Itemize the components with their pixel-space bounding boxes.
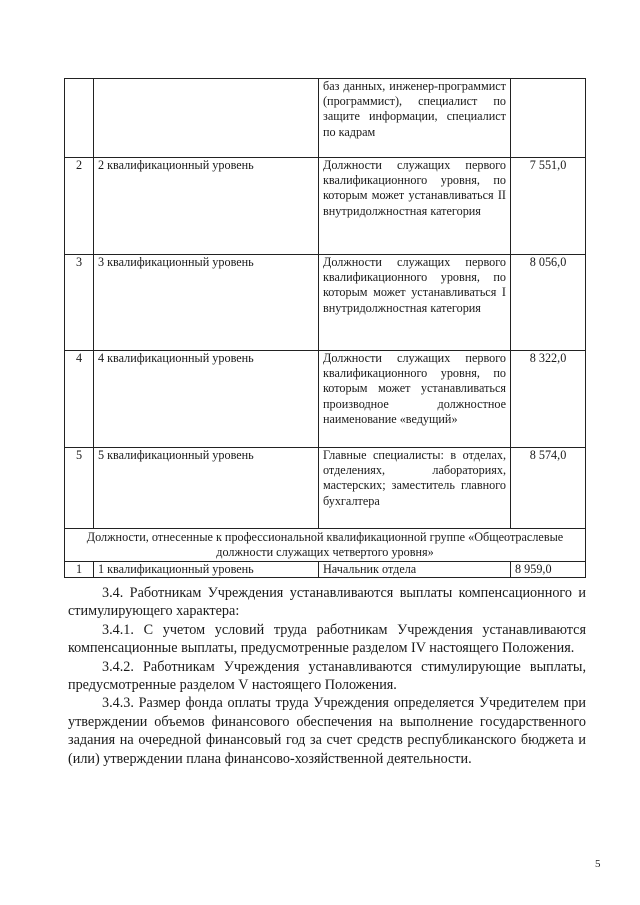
position-description: Начальник отдела <box>319 562 511 578</box>
qualification-level: 4 квалификационный уровень <box>94 351 319 448</box>
table-row <box>65 351 586 448</box>
qualification-level: 2 квалификационный уровень <box>94 158 319 255</box>
row-number: 5 <box>65 448 94 529</box>
salary-value: 8 574,0 <box>511 448 586 529</box>
qualification-level <box>94 79 319 158</box>
row-number: 1 <box>65 562 94 578</box>
paragraph-3-4-3: 3.4.3. Размер фонда оплаты труда Учреждения определяется Учредителем при утверждении объемов финансового обеспечения на выполнение государственного задания на очередной финансовый год за счет средств республиканского бюджета и (или) утверждении плана финансово-хозяйственной деятельности. <box>68 695 586 767</box>
salary-value <box>511 79 586 158</box>
table-row <box>65 562 586 578</box>
position-description: Главные специалисты: в отделах, отделениях, лабораториях, мастерских; заместитель главного бухгалтера <box>319 448 511 529</box>
row-number: 2 <box>65 158 94 255</box>
qualification-level: 3 квалификационный уровень <box>94 255 319 351</box>
row-number: 4 <box>65 351 94 448</box>
salary-value: 8 056,0 <box>511 255 586 351</box>
salary-value: 8 959,0 <box>511 562 586 578</box>
table-row <box>65 448 586 529</box>
position-description: Должности служащих первого квалификационного уровня, по которым может устанавливаться II внутридолжностная категория <box>319 158 511 255</box>
group-header: Должности, отнесенные к профессиональной квалификационной группе «Общеотраслевые должности служащих четвертого уровня» <box>65 529 586 562</box>
qualification-table <box>64 78 586 578</box>
paragraph-3-4-1: 3.4.1. С учетом условий труда работникам Учреждения устанавливаются компенсационные выплаты, предусмотренные разделом IV настоящего Положения. <box>68 621 586 657</box>
salary-value: 8 322,0 <box>511 351 586 448</box>
row-number: 3 <box>65 255 94 351</box>
salary-value: 7 551,0 <box>511 158 586 255</box>
table-row <box>65 255 586 351</box>
table-row <box>65 79 586 158</box>
qualification-level: 1 квалификационный уровень <box>94 562 319 578</box>
row-number <box>65 79 94 158</box>
body-text <box>68 584 586 768</box>
position-description: Должности служащих первого квалификационного уровня, по которым может устанавливаться производное должностное наименование «ведущий» <box>319 351 511 448</box>
paragraph-3-4: 3.4. Работникам Учреждения устанавливаются выплаты компенсационного и стимулирующего характера: <box>68 585 586 620</box>
table-row <box>65 158 586 255</box>
paragraph-3-4-2: 3.4.2. Работникам Учреждения устанавливаются стимулирующие выплаты, предусмотренные разделом V настоящего Положения. <box>68 658 586 694</box>
position-description: Должности служащих первого квалификационного уровня, по которым может устанавливаться I внутридолжностная категория <box>319 255 511 351</box>
page-number: 5 <box>595 858 601 870</box>
group-header-row <box>65 529 586 562</box>
qualification-level: 5 квалификационный уровень <box>94 448 319 529</box>
position-description: баз данных, инженер-программист (программист), специалист по защите информации, специалист по кадрам <box>319 79 511 158</box>
